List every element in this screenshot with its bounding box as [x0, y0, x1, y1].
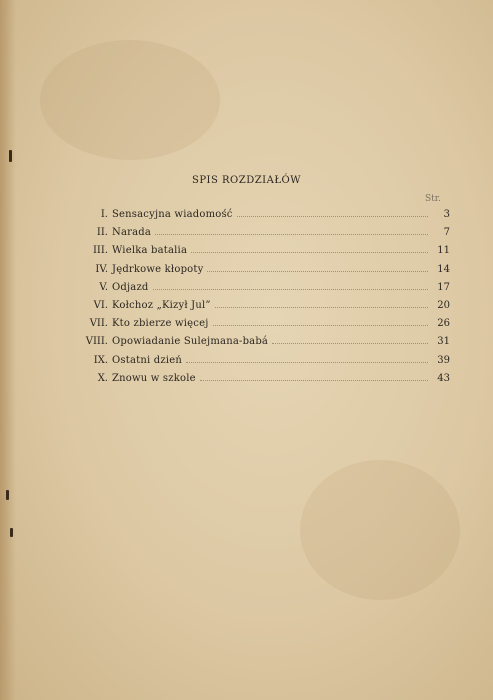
- chapter-number: I.: [100, 209, 108, 220]
- page-column-label: Str.: [425, 194, 441, 204]
- toc-entry: [58, 336, 450, 354]
- chapter-page: 20: [437, 299, 450, 311]
- chapter-number: X.: [97, 372, 108, 384]
- chapter-page: 14: [437, 263, 450, 275]
- chapter-number: II.: [96, 227, 108, 239]
- binding-mark: [6, 490, 9, 500]
- paper-stain: [40, 40, 220, 160]
- chapter-title: Kto zbierze więcej: [112, 318, 209, 330]
- chapter-title: Kołchoz „Kizył Jul”: [112, 299, 211, 311]
- chapter-title: Ostatni dzień: [112, 354, 182, 366]
- toc-entry: [58, 318, 450, 336]
- chapter-title: Narada: [112, 227, 152, 239]
- chapter-title: Jędrkowe kłopoty: [112, 263, 204, 275]
- toc-entry: [58, 245, 450, 263]
- chapter-title: Opowiadanie Sulejmana-babá: [112, 336, 269, 348]
- toc-entry: [58, 282, 450, 300]
- dot-leader: [186, 362, 428, 363]
- toc-entry: [58, 209, 450, 227]
- dot-leader: [153, 289, 428, 290]
- chapter-page: 3: [443, 209, 450, 220]
- toc-entry: [58, 264, 450, 282]
- chapter-page: 7: [443, 227, 450, 239]
- toc-entry: [58, 227, 450, 245]
- chapter-number: IV.: [95, 263, 108, 275]
- dot-leader: [200, 380, 428, 381]
- chapter-title: Wielka batalia: [112, 245, 188, 257]
- chapter-page: 11: [437, 245, 450, 257]
- chapter-page: 26: [437, 318, 450, 330]
- toc-entry: [58, 355, 450, 373]
- chapter-number: III.: [92, 245, 108, 257]
- page-edge-shadow: [0, 0, 16, 700]
- chapter-title: Odjazd: [112, 281, 149, 293]
- chapter-page: 31: [437, 336, 450, 348]
- toc-title: SPIS ROZDZIAŁÓW: [191, 175, 302, 186]
- chapter-page: 43: [437, 372, 450, 384]
- dot-leader: [215, 307, 428, 308]
- binding-mark: [10, 528, 13, 537]
- dot-leader: [155, 234, 428, 235]
- table-of-contents: [58, 209, 450, 391]
- chapter-page: 39: [437, 354, 450, 366]
- dot-leader: [213, 325, 428, 326]
- chapter-title: Znowu w szkole: [112, 372, 196, 384]
- chapter-number: VII.: [89, 318, 108, 330]
- chapter-number: VI.: [93, 299, 108, 311]
- toc-entry: [58, 373, 450, 391]
- chapter-title: Sensacyjna wiadomość: [112, 209, 233, 220]
- chapter-page: 17: [437, 281, 450, 293]
- toc-entry: [58, 300, 450, 318]
- dot-leader: [237, 216, 428, 217]
- dot-leader: [272, 343, 428, 344]
- dot-leader: [191, 252, 428, 253]
- binding-mark: [9, 150, 12, 162]
- chapter-number: IX.: [93, 354, 108, 366]
- paper-stain: [300, 460, 460, 600]
- dot-leader: [207, 271, 428, 272]
- chapter-number: V.: [99, 281, 108, 293]
- chapter-number: VIII.: [85, 336, 108, 348]
